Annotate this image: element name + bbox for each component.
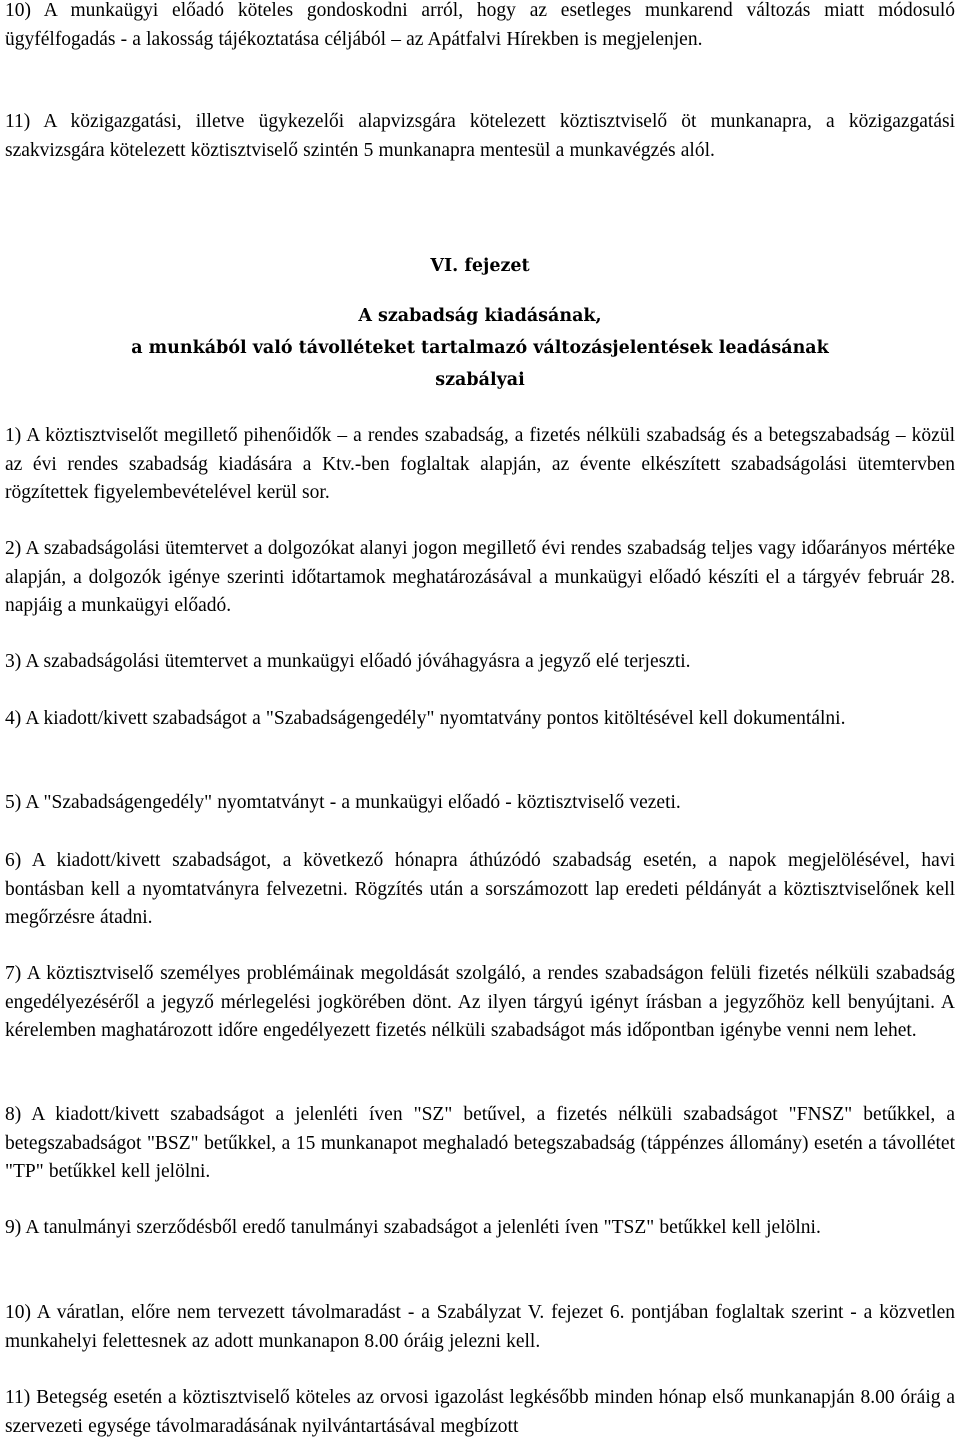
- paragraph-1-rest-periods: 1) A köztisztviselőt megillető pihenőidők – a rendes szabadság, a fizetés nélküli szabadság és a betegszabadság – közül az évi rendes szabadság kiadására a Ktv.-ben foglaltak alapján, az évente elkészített szabadságolási ütemtervben rögzítettek figyelembevételével kerül sor.: [5, 425, 955, 504]
- paragraph-5-leave-form: 5) A "Szabadságengedély" nyomtatványt - a munkaügyi előadó - köztisztviselő vezeti.: [5, 792, 681, 813]
- paragraph-2-holiday-schedule: 2) A szabadságolási ütemtervet a dolgozókat alanyi jogon megillető évi rendes szabadság teljes vagy időarányos mértéke alapján, a dolgozók igénye szerinti időtartamok meghatározásával a munkaügyi előadó készíti el a tárgyév február 28. napjáig a munkaügyi előadó.: [5, 538, 955, 617]
- paragraph-8-attendance-codes: 8) A kiadott/kivett szabadságot a jelenléti íven "SZ" betűvel, a fizetés nélküli szabadságot "FNSZ" betűkkel, a betegszabadságot "BSZ" betűkkel, a 15 munkanapot meghaladó betegszabadság (táppénzes állomány) esetén a távollétet "TP" betűkkel kell jelölni.: [5, 1104, 955, 1183]
- paragraph-3-schedule-approval: 3) A szabadságolási ütemtervet a munkaügyi előadó jóváhagyásra a jegyző elé terjeszti.: [5, 651, 691, 672]
- chapter-title-line-1: A szabadság kiadásának,: [358, 306, 602, 326]
- paragraph-10-unexpected-absence: 10) A váratlan, előre nem tervezett távolmaradást - a Szabályzat V. fejezet 6. pontjában foglaltak szerint - a közvetlen munkahelyi felettesnek az adott munkanapon 8.00 óráig jelezni kell.: [5, 1302, 955, 1352]
- paragraph-6-leave-recording: 6) A kiadott/kivett szabadságot, a következő hónapra áthúzódó szabadság esetén, a napok megjelölésével, havi bontásban kell a nyomtatványra felvezetni. Rögzítés után a sorszámozott lap eredeti példányát a köztisztviselőnek kell megőrzésre átadni.: [5, 850, 955, 929]
- paragraph-7-unpaid-leave: 7) A köztisztviselő személyes problémáinak megoldását szolgáló, a rendes szabadságon felüli fizetés nélküli szabadság engedélyezéséről a jegyző mérlegelési jogkörében dönt. Az ilyen tárgyú igényt írásban a jegyzőhöz kell benyújtani. A kérelemben maghatározott időre engedélyezett fizetés nélküli szabadságot más időpontban igénybe venni nem lehet.: [5, 963, 955, 1042]
- paragraph-11-exam-exemption: 11) A közigazgatási, illetve ügykezelői alapvizsgára kötelezett köztisztviselő öt munkanapra, a közigazgatási szakvizsgára kötelezett köztisztviselő szintén 5 munkanapra mentesül a munkavégzés alól.: [5, 111, 955, 161]
- paragraph-9-study-leave: 9) A tanulmányi szerződésből eredő tanulmányi szabadságot a jelenléti íven "TSZ" betűkkel kell jelölni.: [5, 1217, 821, 1238]
- chapter-title-line-3: szabályai: [435, 370, 525, 390]
- chapter-title-line-2: a munkából való távolléteket tartalmazó változásjelentések leadásának: [131, 338, 829, 358]
- paragraph-10-work-schedule: 10) A munkaügyi előadó köteles gondoskodni arról, hogy az esetleges munkarend változás miatt módosuló ügyfélfogadás - a lakosság tájékoztatása céljából – az Apátfalvi Hírekben is megjelenjen.: [5, 0, 955, 50]
- chapter-heading: [5, 250, 955, 396]
- chapter-number: VI. fejezet: [430, 256, 530, 276]
- paragraph-11-sick-certificate: 11) Betegség esetén a köztisztviselő köteles az orvosi igazolást legkésőbb minden hónap első munkanapján 8.00 óráig a szervezeti egysége távolmaradásának nyilvántartásával megbízott: [5, 1387, 955, 1437]
- paragraph-4-leave-documentation: 4) A kiadott/kivett szabadságot a "Szabadságengedély" nyomtatvány pontos kitöltésével kell dokumentálni.: [5, 708, 846, 729]
